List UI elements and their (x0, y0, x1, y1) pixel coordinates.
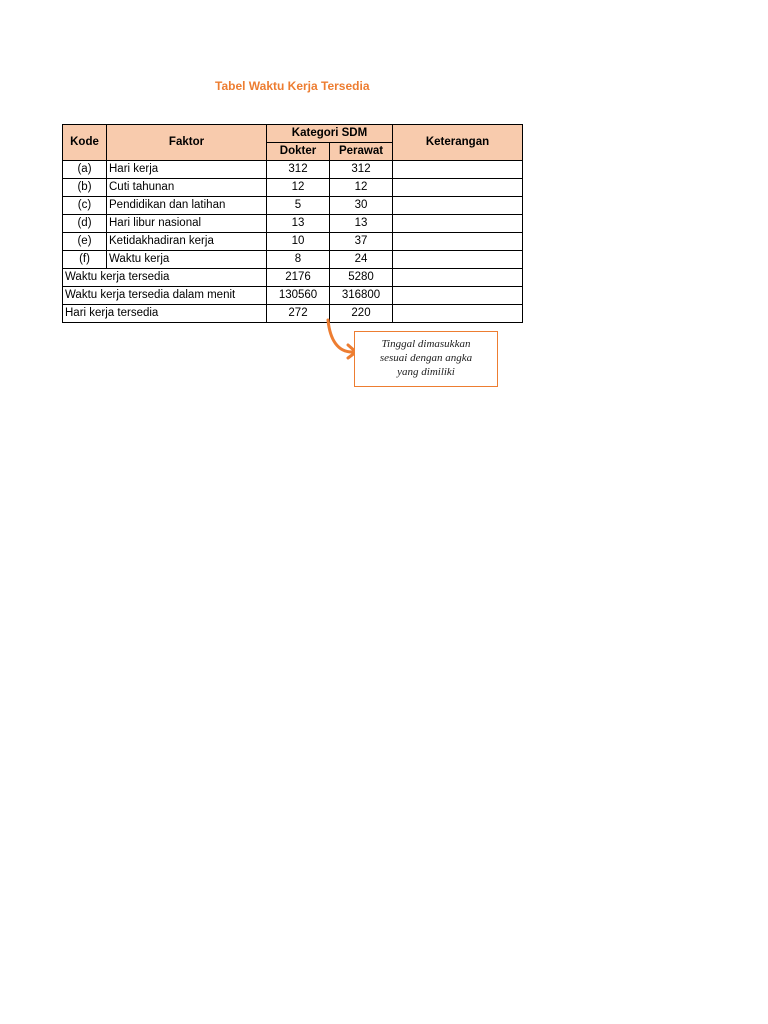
cell-keterangan[interactable] (393, 215, 523, 233)
cell-kode[interactable]: (d) (63, 215, 107, 233)
total-label[interactable]: Waktu kerja tersedia dalam menit (63, 287, 267, 305)
cell-perawat[interactable]: 312 (330, 161, 393, 179)
cell-perawat[interactable]: 13 (330, 215, 393, 233)
table-title: Tabel Waktu Kerja Tersedia (215, 79, 370, 93)
cell-dokter[interactable]: 10 (267, 233, 330, 251)
cell-faktor[interactable]: Hari kerja (107, 161, 267, 179)
cell-keterangan[interactable] (393, 197, 523, 215)
total-label[interactable]: Waktu kerja tersedia (63, 269, 267, 287)
cell-dokter[interactable]: 5 (267, 197, 330, 215)
total-row (63, 305, 523, 323)
cell-kode[interactable]: (c) (63, 197, 107, 215)
cell-dokter[interactable]: 272 (267, 305, 330, 323)
cell-kode[interactable]: (a) (63, 161, 107, 179)
cell-faktor[interactable]: Ketidakhadiran kerja (107, 233, 267, 251)
cell-keterangan[interactable] (393, 233, 523, 251)
table-row (63, 179, 523, 197)
cell-dokter[interactable]: 8 (267, 251, 330, 269)
cell-faktor[interactable]: Pendidikan dan latihan (107, 197, 267, 215)
cell-perawat[interactable]: 5280 (330, 269, 393, 287)
cell-keterangan[interactable] (393, 251, 523, 269)
header-kategori-sdm[interactable]: Kategori SDM (267, 125, 393, 143)
cell-keterangan[interactable] (393, 305, 523, 323)
note-line: Tinggal dimasukkan (381, 338, 471, 350)
header-dokter[interactable]: Dokter (267, 143, 330, 161)
cell-kode[interactable]: (f) (63, 251, 107, 269)
cell-keterangan[interactable] (393, 269, 523, 287)
cell-keterangan[interactable] (393, 179, 523, 197)
table-row (63, 197, 523, 215)
total-row (63, 287, 523, 305)
total-label[interactable]: Hari kerja tersedia (63, 305, 267, 323)
annotation-note (354, 331, 498, 387)
cell-faktor[interactable]: Hari libur nasional (107, 215, 267, 233)
header-keterangan[interactable]: Keterangan (393, 125, 523, 161)
cell-perawat[interactable]: 30 (330, 197, 393, 215)
work-time-table (62, 124, 523, 323)
cell-dokter[interactable]: 13 (267, 215, 330, 233)
cell-dokter[interactable]: 130560 (267, 287, 330, 305)
header-perawat[interactable]: Perawat (330, 143, 393, 161)
header-faktor[interactable]: Faktor (107, 125, 267, 161)
cell-keterangan[interactable] (393, 287, 523, 305)
table-row (63, 251, 523, 269)
table-row (63, 215, 523, 233)
cell-dokter[interactable]: 12 (267, 179, 330, 197)
cell-perawat[interactable]: 24 (330, 251, 393, 269)
cell-keterangan[interactable] (393, 161, 523, 179)
note-line: yang dimiliki (397, 366, 455, 378)
cell-perawat[interactable]: 37 (330, 233, 393, 251)
table-row (63, 233, 523, 251)
cell-faktor[interactable]: Waktu kerja (107, 251, 267, 269)
table-row (63, 161, 523, 179)
header-kode[interactable]: Kode (63, 125, 107, 161)
cell-perawat[interactable]: 316800 (330, 287, 393, 305)
cell-faktor[interactable]: Cuti tahunan (107, 179, 267, 197)
cell-kode[interactable]: (e) (63, 233, 107, 251)
cell-dokter[interactable]: 2176 (267, 269, 330, 287)
cell-dokter[interactable]: 312 (267, 161, 330, 179)
note-line: sesuai dengan angka (379, 352, 473, 364)
cell-kode[interactable]: (b) (63, 179, 107, 197)
cell-perawat[interactable]: 12 (330, 179, 393, 197)
cell-perawat[interactable]: 220 (330, 305, 393, 323)
total-row (63, 269, 523, 287)
